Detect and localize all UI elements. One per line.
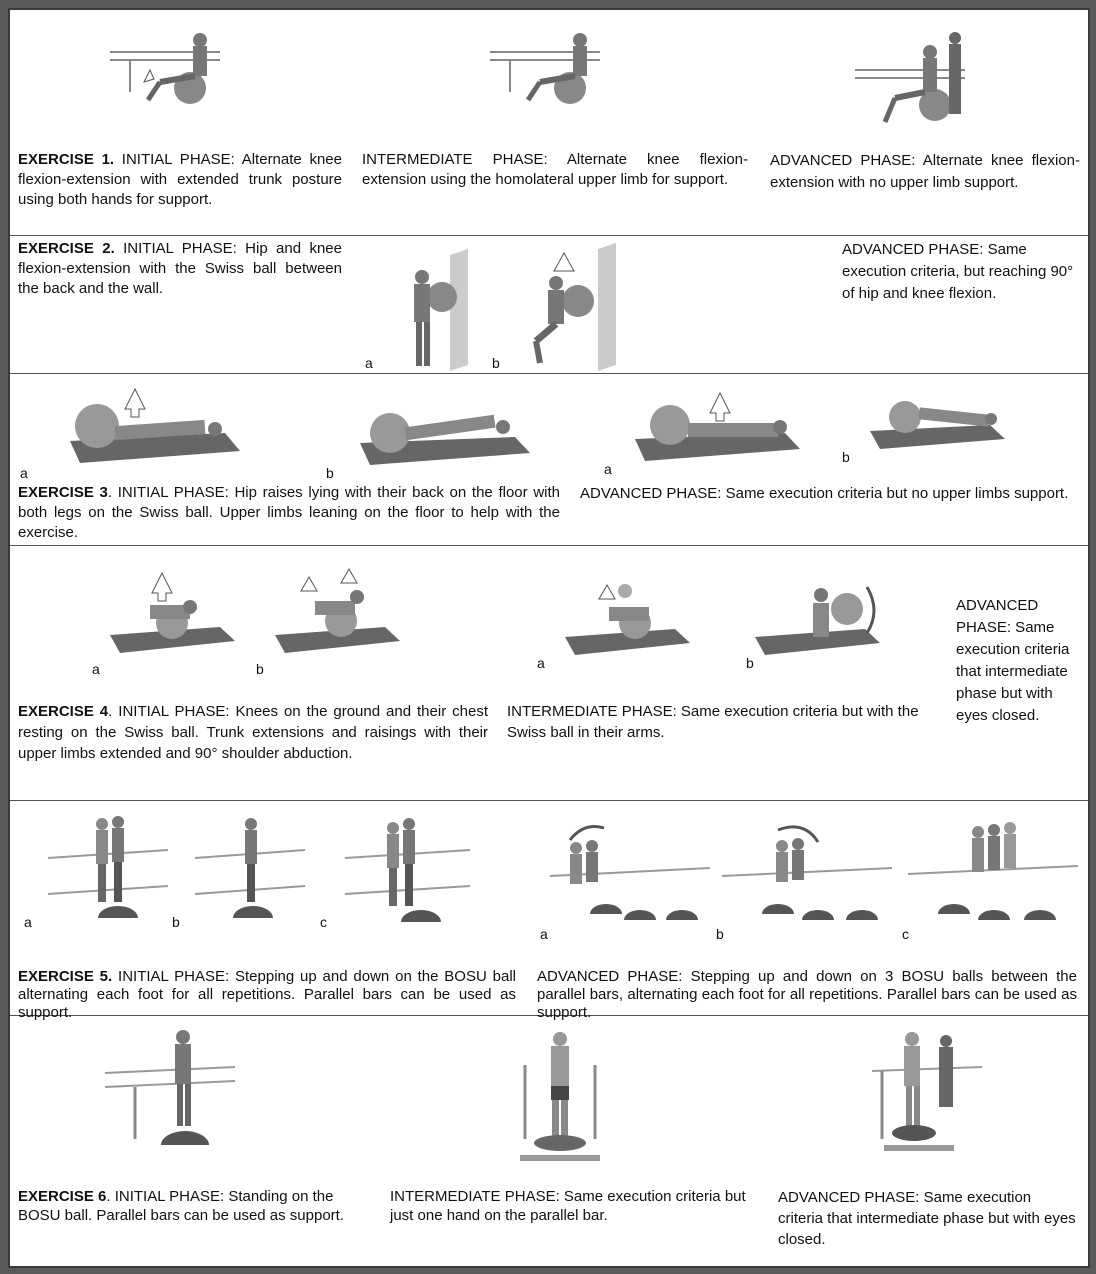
exercise-4-figure-intermediate-b <box>755 567 895 657</box>
exercise-3-row <box>10 373 1088 546</box>
exercise-3-label-advanced-b: b <box>842 449 850 465</box>
exercise-4-figure-initial-b <box>275 565 405 655</box>
exercise-1-figure-initial <box>110 30 220 110</box>
exercise-5-figure-initial-b <box>195 814 305 919</box>
exercise-4-advanced-text: ADVANCED PHASE: Same execution criteria that intermediate phase but with eyes closed. <box>956 597 1070 724</box>
exercise-5-label-initial-b: b <box>172 914 180 930</box>
exercise-2-figure-b <box>530 241 620 367</box>
exercise-5-initial-body: INITIAL PHASE: Stepping up and down on the BOSU ball alternating each foot for all repetitions. Parallel bars can be used as support. <box>18 968 516 1021</box>
exercise-5-label-advanced-a: a <box>540 926 548 942</box>
exercise-5-figure-initial-c <box>345 814 470 924</box>
exercise-3-figure-initial-a <box>65 381 240 466</box>
exercise-5-label-advanced-b: b <box>716 926 724 942</box>
exercise-3-figure-advanced-b <box>865 381 1005 451</box>
exercise-4-intermediate-text: INTERMEDIATE PHASE: Same execution criteria but with the Swiss ball in their arms. <box>507 703 919 741</box>
exercise-6-row <box>10 1015 1088 1264</box>
exercise-5-figure-advanced-c <box>908 814 1078 924</box>
exercise-5-heading: EXERCISE 5. <box>18 968 113 985</box>
exercise-2-label-b: b <box>492 355 500 371</box>
exercise-2-initial-text <box>18 239 342 299</box>
exercise-6-heading: EXERCISE 6 <box>18 1188 107 1205</box>
exercise-4-figure-initial-a <box>110 565 240 655</box>
exercise-6-advanced-text: ADVANCED PHASE: Same execution criteria that intermediate phase but with eyes closed. <box>778 1189 1076 1248</box>
exercise-3-label-initial-a: a <box>20 465 28 481</box>
exercise-1-initial-body: INITIAL PHASE: Alternate knee flexion-extension with extended trunk posture using both hands for support. <box>18 151 342 208</box>
exercise-2-heading: EXERCISE 2. <box>18 240 115 257</box>
exercise-1-advanced-text: ADVANCED PHASE: Alternate knee flexion-extension with no upper limb support. <box>770 152 1080 191</box>
exercise-3-heading: EXERCISE 3 <box>18 484 108 501</box>
exercise-2-row <box>10 235 1088 374</box>
exercise-3-figure-initial-b <box>355 391 530 466</box>
exercise-6-initial-text <box>18 1187 374 1225</box>
exercise-1-heading: EXERCISE 1. <box>18 151 115 168</box>
exercise-6-figure-intermediate <box>515 1029 605 1164</box>
exercise-6-figure-advanced <box>872 1029 982 1154</box>
exercise-4-label-intermediate-b: b <box>746 655 754 671</box>
exercise-1-initial-text <box>18 150 342 210</box>
exercise-5-figure-advanced-b <box>722 816 892 921</box>
exercise-5-figure-initial-a <box>48 814 168 919</box>
exercise-3-label-advanced-a: a <box>604 461 612 477</box>
exercise-4-label-initial-b: b <box>256 661 264 677</box>
exercise-3-initial-text <box>18 483 560 543</box>
exercise-3-label-initial-b: b <box>326 465 334 481</box>
exercise-1-row <box>10 10 1088 236</box>
exercise-5-label-initial-a: a <box>24 914 32 930</box>
exercise-1-figure-intermediate <box>490 30 600 110</box>
exercise-4-label-initial-a: a <box>92 661 100 677</box>
exercise-5-figure-advanced-a <box>550 816 710 921</box>
exercise-2-label-a: a <box>365 355 373 371</box>
exercise-6-figure-initial <box>105 1027 235 1152</box>
exercise-4-heading: EXERCISE 4 <box>18 703 109 720</box>
exercise-5-label-initial-c: c <box>320 914 327 930</box>
exercise-5-label-advanced-c: c <box>902 926 909 942</box>
exercise-6-initial-body: . INITIAL PHASE: Standing on the BOSU ball. Parallel bars can be used as support. <box>18 1188 345 1224</box>
exercise-4-figure-intermediate-a <box>565 567 695 657</box>
exercise-3-advanced-text: ADVANCED PHASE: Same execution criteria but no upper limbs support. <box>580 485 1069 502</box>
exercise-2-advanced-text: ADVANCED PHASE: Same execution criteria, but reaching 90° of hip and knee flexion. <box>842 241 1074 302</box>
exercise-table <box>8 8 1090 1268</box>
exercise-4-initial-body: . INITIAL PHASE: Knees on the ground and their chest resting on the Swiss ball. Trunk extensions and raisings with their upper limbs extended and 90° shoulder abduction. <box>18 703 488 762</box>
exercise-2-initial-body: INITIAL PHASE: Hip and knee flexion-extension with the Swiss ball between the back and the wall. <box>18 240 342 297</box>
exercise-1-intermediate-text: INTERMEDIATE PHASE: Alternate knee flexion-extension using the homolateral upper limb for support. <box>362 151 748 188</box>
exercise-6-intermediate-text: INTERMEDIATE PHASE: Same execution criteria but just one hand on the parallel bar. <box>390 1188 746 1224</box>
exercise-1-figure-advanced <box>855 30 965 135</box>
exercise-5-row <box>10 800 1088 1021</box>
exercise-5-advanced-text: ADVANCED PHASE: Stepping up and down on 3 BOSU balls between the parallel bars, alternating each foot for all repetitions. Parallel bars can be used as support. <box>537 968 1077 1021</box>
exercise-4-label-intermediate-a: a <box>537 655 545 671</box>
exercise-3-initial-body: . INITIAL PHASE: Hip raises lying with their back on the floor with both legs on the Swiss ball. Upper limbs leaning on the floor to help with the exercise. <box>18 484 560 541</box>
exercise-4-row <box>10 545 1088 801</box>
exercise-4-initial-text <box>18 701 488 764</box>
exercise-2-figure-a <box>400 247 480 367</box>
exercise-3-figure-advanced-a <box>630 383 800 463</box>
exercise-5-initial-text <box>18 968 516 1022</box>
